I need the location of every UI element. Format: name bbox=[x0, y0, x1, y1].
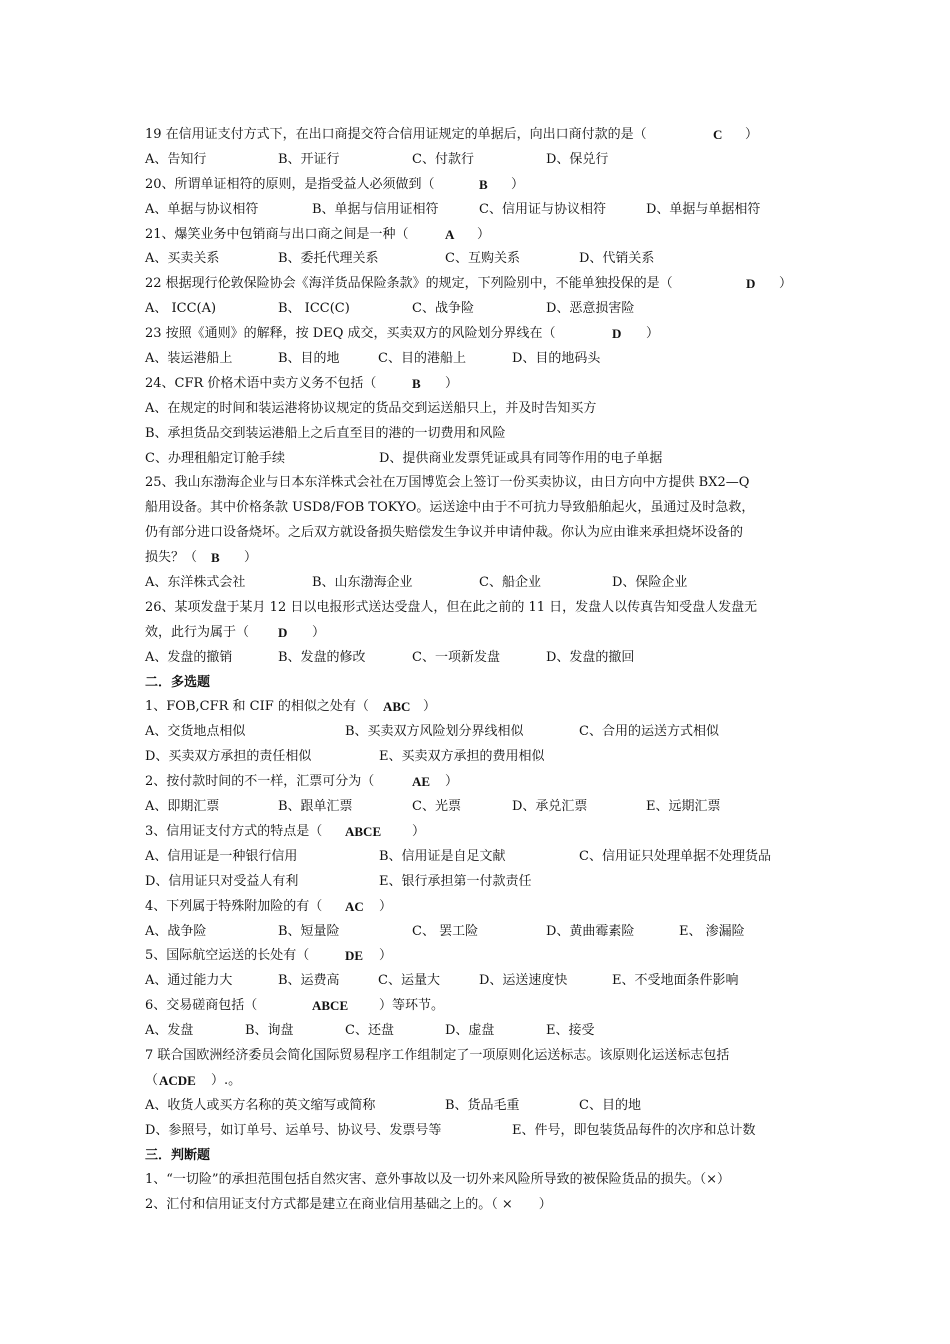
question-text: 4、下列属于特殊附加险的有（ bbox=[145, 898, 323, 914]
question-text: 24、CFR 价格术语中卖方义务不包括（ bbox=[145, 375, 377, 391]
option-c: C、办理租船定订舱手续 bbox=[145, 450, 285, 466]
question-text: 21、爆笑业务中包销商与出口商之间是一种（ bbox=[145, 226, 409, 242]
question-25-line-3 bbox=[145, 521, 815, 546]
option-a: A、信用证是一种银行信用 bbox=[145, 848, 298, 864]
answer: AE bbox=[412, 774, 431, 790]
option-a: A、通过能力大 bbox=[145, 973, 233, 989]
option-24-b bbox=[145, 422, 815, 447]
question-text: 26、某项发盘于某月 12 日以电报形式送达受盘人，但在此之前的 11 日，发盘人以传真告知受盘人发盘无 bbox=[145, 599, 758, 615]
multi-question-4 bbox=[145, 895, 815, 920]
multi-question-1 bbox=[145, 695, 815, 720]
open-paren: （ bbox=[145, 1072, 159, 1088]
question-25-line-2 bbox=[145, 496, 815, 521]
option-c: C、目的地 bbox=[579, 1097, 641, 1113]
option-d: D、代销关系 bbox=[579, 251, 655, 267]
question-text: 19 在信用证支付方式下，在出口商提交符合信用证规定的单据后，向出口商付款的是（ bbox=[145, 127, 647, 142]
question-text: 20、所谓单证相符的原则，是指受益人必须做到（ bbox=[145, 176, 435, 192]
answer: D bbox=[746, 276, 756, 292]
section-heading-true-false bbox=[145, 1144, 815, 1169]
close-paren: ） bbox=[646, 326, 660, 342]
multi-question-7-line-1 bbox=[145, 1044, 815, 1069]
option-a: A、发盘 bbox=[145, 1023, 194, 1039]
answer: C bbox=[713, 127, 723, 142]
options-m4 bbox=[145, 920, 815, 945]
option-b: B、承担货品交到装运港船上之后直至目的港的一切费用和风险 bbox=[145, 425, 506, 441]
option-e: E、买卖双方承担的费用相似 bbox=[379, 749, 545, 765]
options-m5 bbox=[145, 969, 815, 994]
multi-question-2 bbox=[145, 770, 815, 795]
close-paren: ） bbox=[423, 699, 437, 715]
close-paren: ） bbox=[445, 774, 459, 790]
option-d: D、发盘的撤回 bbox=[546, 649, 635, 665]
option-d: D、买卖双方承担的责任相似 bbox=[145, 749, 312, 765]
multi-question-6 bbox=[145, 994, 815, 1019]
options-19 bbox=[145, 148, 815, 173]
section-title: 三．判断题 bbox=[145, 1147, 211, 1163]
question-text: 5、国际航空运送的长处有（ bbox=[145, 948, 310, 964]
question-text: 25、我山东渤海企业与日本东洋株式会社在万国博览会上签订一份买卖协议，由日方向中方提供 BX2—Q bbox=[145, 475, 750, 491]
question-text: 损失？（ bbox=[145, 550, 198, 566]
close-paren: ） bbox=[745, 127, 759, 142]
option-d: D、单据与单据相符 bbox=[646, 201, 761, 217]
options-m1-abc bbox=[145, 720, 815, 745]
option-c: C、战争险 bbox=[412, 301, 474, 317]
option-c: C、互购关系 bbox=[445, 251, 520, 267]
options-m3-abc bbox=[145, 845, 815, 870]
close-paren: ） bbox=[477, 226, 491, 242]
option-a: A、收货人或买方名称的英文缩写或简称 bbox=[145, 1097, 376, 1113]
option-d: D、目的地码头 bbox=[512, 351, 601, 367]
option-d: D、虚盘 bbox=[445, 1023, 495, 1039]
options-26 bbox=[145, 646, 815, 671]
question-text: 6、交易磋商包括（ bbox=[145, 998, 258, 1014]
option-e: E、件号，即包装货品每件的次序和总计数 bbox=[512, 1122, 756, 1138]
option-b: B、短量险 bbox=[278, 923, 340, 939]
option-c: C、合用的运送方式相似 bbox=[579, 724, 719, 740]
option-c: C、付款行 bbox=[412, 151, 474, 167]
option-b: B、委托代理关系 bbox=[278, 251, 379, 267]
close-paren: ） bbox=[445, 375, 459, 391]
option-e: E、接受 bbox=[546, 1023, 595, 1039]
options-21 bbox=[145, 247, 815, 272]
answer: DE bbox=[345, 948, 364, 964]
option-d: D、参照号，如订单号、运单号、协议号、发票号等 bbox=[145, 1122, 442, 1138]
answer: B bbox=[211, 550, 220, 566]
question-text: 23 按照《通则》的解释，按 DEQ 成交，买卖双方的风险划分界线在（ bbox=[145, 326, 556, 342]
multi-question-7-line-2 bbox=[145, 1069, 815, 1094]
question-22 bbox=[145, 272, 815, 297]
option-d: D、运送速度快 bbox=[479, 973, 568, 989]
option-c: C、还盘 bbox=[345, 1023, 394, 1039]
answer: ABCE bbox=[312, 998, 349, 1014]
option-a: A、在规定的时间和装运港将协议规定的货品交到运送船只上，并及时告知买方 bbox=[145, 400, 597, 416]
option-c: C、目的港船上 bbox=[378, 351, 466, 367]
option-c: C、一项新发盘 bbox=[412, 649, 500, 665]
close-paren: ）.。 bbox=[211, 1072, 242, 1088]
option-b: B、 ICC(C) bbox=[278, 301, 350, 317]
option-a: A、装运港船上 bbox=[145, 351, 233, 367]
option-a: A、发盘的撤销 bbox=[145, 649, 233, 665]
question-text: 2、汇付和信用证支付方式都是建立在商业信用基础之上的。（ × ） bbox=[145, 1197, 552, 1213]
option-d: D、保兑行 bbox=[546, 151, 609, 167]
option-b: B、运费高 bbox=[278, 973, 340, 989]
option-b: B、货品毛重 bbox=[445, 1097, 520, 1113]
option-a: A、东洋株式会社 bbox=[145, 575, 246, 591]
option-e: E、 渗漏险 bbox=[679, 923, 745, 939]
option-a: A、战争险 bbox=[145, 923, 207, 939]
answer: ACDE bbox=[159, 1072, 196, 1088]
question-23 bbox=[145, 322, 815, 347]
close-paren: ） bbox=[412, 823, 426, 839]
option-d: D、提供商业发票凭证或具有同等作用的电子单据 bbox=[379, 450, 663, 466]
option-e: E、远期汇票 bbox=[646, 799, 721, 815]
question-26-line-1 bbox=[145, 596, 815, 621]
option-b: B、询盘 bbox=[245, 1023, 294, 1039]
option-a: A、告知行 bbox=[145, 151, 207, 167]
answer: D bbox=[278, 624, 288, 640]
option-24-a bbox=[145, 397, 815, 422]
option-c: C、光票 bbox=[412, 799, 461, 815]
option-b: B、买卖双方风险划分界线相似 bbox=[345, 724, 524, 740]
options-m3-de bbox=[145, 870, 815, 895]
options-20 bbox=[145, 198, 815, 223]
question-19 bbox=[145, 123, 815, 148]
judge-question-1 bbox=[145, 1168, 815, 1193]
options-25 bbox=[145, 571, 815, 596]
option-d: D、恶意损害险 bbox=[546, 301, 635, 317]
option-d: D、承兑汇票 bbox=[512, 799, 588, 815]
options-m7-abc bbox=[145, 1094, 815, 1119]
option-d: D、保险企业 bbox=[612, 575, 688, 591]
option-e: E、银行承担第一付款责任 bbox=[379, 873, 532, 889]
option-b: B、单据与信用证相符 bbox=[312, 201, 439, 217]
multi-question-5 bbox=[145, 944, 815, 969]
question-text: 7 联合国欧洲经济委员会简化国际贸易程序工作组制定了一项原则化运送标志。该原则化运送标志包括 bbox=[145, 1047, 730, 1063]
options-24-cd bbox=[145, 447, 815, 472]
option-b: B、开证行 bbox=[278, 151, 340, 167]
answer: D bbox=[612, 326, 622, 342]
answer: A bbox=[445, 226, 455, 242]
question-21 bbox=[145, 223, 815, 248]
close-paren: ） bbox=[244, 550, 258, 566]
section-heading-multiple-choice bbox=[145, 671, 815, 696]
option-a: A、交货地点相似 bbox=[145, 724, 246, 740]
close-paren: ） bbox=[379, 948, 393, 964]
question-text: 22 根据现行伦敦保险协会《海洋货品保险条款》的规定，下列险别中，不能单独投保的是（ bbox=[145, 276, 673, 292]
close-paren: ）等环节。 bbox=[379, 998, 445, 1014]
multi-question-3 bbox=[145, 820, 815, 845]
question-text: 2、按付款时间的不一样，汇票可分为（ bbox=[145, 774, 375, 790]
option-b: B、山东渤海企业 bbox=[312, 575, 413, 591]
option-b: B、目的地 bbox=[278, 351, 340, 367]
answer: B bbox=[412, 375, 421, 391]
question-25-line-1 bbox=[145, 471, 815, 496]
option-a: A、单据与协议相符 bbox=[145, 201, 259, 217]
question-text: 1、FOB,CFR 和 CIF 的相似之处有（ bbox=[145, 699, 369, 715]
answer: AC bbox=[345, 898, 364, 914]
options-m6 bbox=[145, 1019, 815, 1044]
option-c: C、信用证只处理单据不处理货品 bbox=[579, 848, 771, 864]
answer: ABC bbox=[383, 699, 411, 715]
close-paren: ） bbox=[511, 176, 525, 192]
options-22 bbox=[145, 297, 815, 322]
document-page bbox=[145, 123, 815, 1218]
option-c: C、信用证与协议相符 bbox=[479, 201, 606, 217]
options-m1-de bbox=[145, 745, 815, 770]
judge-question-2 bbox=[145, 1193, 815, 1218]
option-a: A、 ICC(A) bbox=[145, 301, 217, 317]
options-m2 bbox=[145, 795, 815, 820]
option-c: C、船企业 bbox=[479, 575, 541, 591]
question-20 bbox=[145, 173, 815, 198]
question-text: 仍有部分进口设备烧坏。之后双方就设备损失赔偿发生争议并申请仲裁。你认为应由谁来承担烧坏设备的 bbox=[145, 525, 744, 541]
question-25-line-4 bbox=[145, 546, 815, 571]
answer: B bbox=[479, 176, 488, 192]
question-text: 效，此行为属于（ bbox=[145, 624, 250, 640]
option-b: B、跟单汇票 bbox=[278, 799, 353, 815]
section-title: 二．多选题 bbox=[145, 674, 211, 690]
close-paren: ） bbox=[312, 624, 326, 640]
option-c: C、 罢工险 bbox=[412, 923, 479, 939]
option-d: D、黄曲霉素险 bbox=[546, 923, 635, 939]
options-23 bbox=[145, 347, 815, 372]
options-m7-de bbox=[145, 1119, 815, 1144]
question-text: 1、“一切险”的承担范围包括自然灾害、意外事故以及一切外来风险所导致的被保险货品的损失。（×） bbox=[145, 1172, 730, 1188]
close-paren: ） bbox=[779, 276, 793, 292]
question-26-line-2 bbox=[145, 621, 815, 646]
option-d: D、信用证只对受益人有利 bbox=[145, 873, 299, 889]
option-b: B、发盘的修改 bbox=[278, 649, 366, 665]
option-a: A、买卖关系 bbox=[145, 251, 220, 267]
answer: ABCE bbox=[345, 823, 382, 839]
question-text: 船用设备。其中价格条款 USD8/FOB TOKYO。运送途中由于不可抗力导致船舶起火，虽通过及时急救， bbox=[145, 500, 755, 516]
question-24 bbox=[145, 372, 815, 397]
option-a: A、即期汇票 bbox=[145, 799, 220, 815]
option-e: E、不受地面条件影响 bbox=[612, 973, 739, 989]
question-text: 3、信用证支付方式的特点是（ bbox=[145, 823, 323, 839]
close-paren: ） bbox=[379, 898, 393, 914]
option-c: C、运量大 bbox=[378, 973, 440, 989]
option-b: B、信用证是自足文献 bbox=[379, 848, 506, 864]
